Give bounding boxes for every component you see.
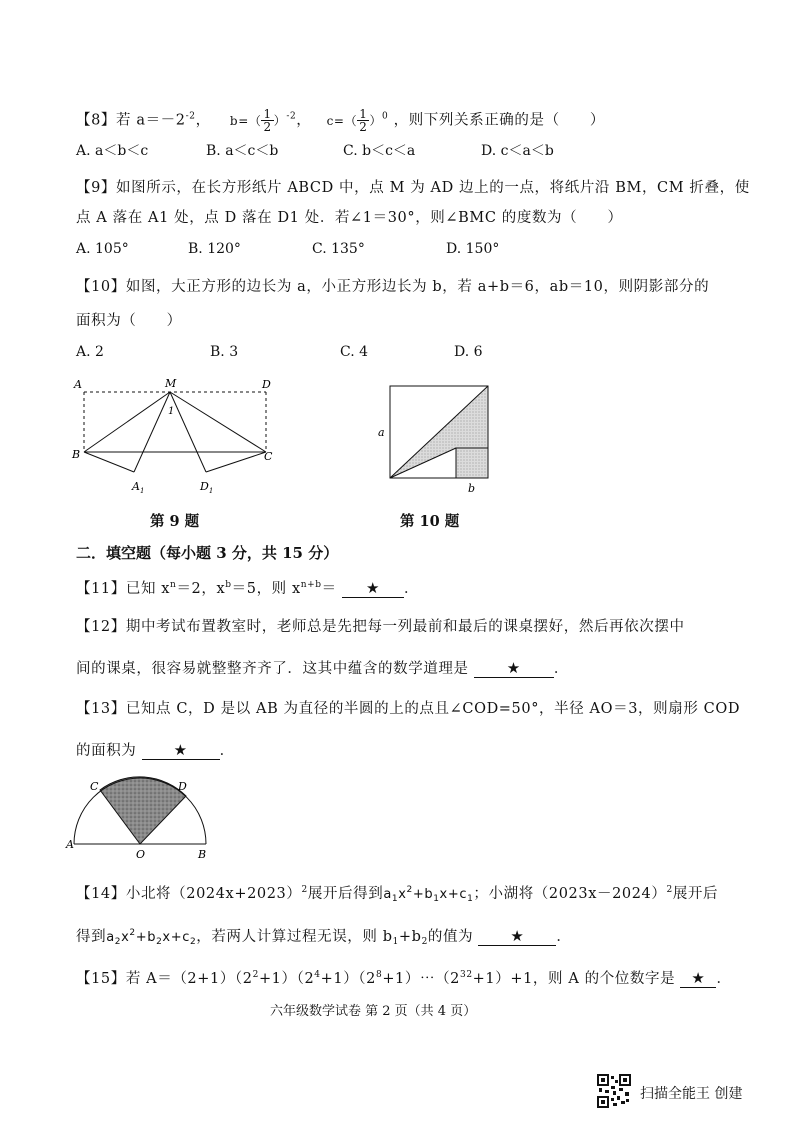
label-d1: $D_1$ — [200, 480, 214, 495]
label-side-a: a — [378, 426, 385, 439]
label-a: A — [66, 838, 74, 851]
label-b: B — [72, 448, 81, 461]
q9-option-a: A. 105° — [76, 241, 129, 257]
edge-ba1 — [84, 452, 134, 472]
expression-2: $a_2x^2+b_2x+c_2$ — [106, 928, 197, 947]
label-a1: $A_1$ — [132, 480, 145, 495]
figure-10 — [370, 378, 500, 500]
q8-option-b: B. a＜c＜b — [206, 143, 279, 159]
question-9-line-1: 【9】如图所示，在长方形纸片 ABCD 中，点 M 为 AD 边上的一点，将纸片沿 BM，CM 折叠，使 — [76, 180, 750, 196]
figure-13-semicircle — [62, 776, 218, 860]
label-d: D — [178, 780, 187, 793]
label-angle-1: 1 — [168, 406, 175, 417]
label-a: A — [74, 378, 82, 391]
edge-cd1 — [206, 452, 266, 472]
q10-option-b: B. 3 — [210, 344, 239, 360]
q10-option-c: C. 4 — [340, 344, 369, 360]
q8-option-a: A. a＜b＜c — [76, 143, 149, 159]
label-c: C — [264, 450, 273, 463]
q9-option-d: D. 150° — [446, 241, 500, 257]
label-o: O — [136, 848, 146, 860]
question-11: 【11】已知 $x^n=2$，$x^b=5$，则 $x^{n+b}=$ ★ ． — [76, 579, 420, 597]
question-14-line-1: 【14】小北将$(2024x+2023)^2$展开后得到$a_1x^2+b_1x+c_1$；小湖将$(2023x-2024)^2$展开后 — [76, 885, 719, 904]
label-d: D — [262, 378, 271, 391]
qr-code-icon — [597, 1074, 631, 1108]
q11-answer-blank[interactable]: ★ — [342, 580, 404, 598]
question-13-line-1: 【13】已知点 C，D 是以 AB 为直径的半圆的上的点且∠COD=50°，半径 AO＝3，则扇形 COD — [76, 701, 741, 717]
q12-answer-blank[interactable]: ★ — [474, 660, 554, 678]
label-b: B — [198, 848, 207, 860]
question-10-line-1: 【10】如图，大正方形的边长为 a，小正方形边长为 b，若 a+b＝6，ab＝10，则阴影部分的 — [76, 279, 710, 295]
q14-answer-blank[interactable]: ★ — [478, 928, 556, 946]
q8-option-c: C. b＜c＜a — [343, 143, 416, 159]
expression-1: $a_1x^2+b_1x+c_1$ — [383, 885, 474, 904]
q15-answer-blank[interactable]: ★ — [680, 970, 716, 988]
q9-option-c: C. 135° — [312, 241, 365, 257]
label-m: M — [165, 377, 177, 390]
label-side-b: b — [468, 482, 476, 495]
q10-option-a: A. 2 — [76, 344, 104, 360]
page-footer: 六年级数学试卷 第 2 页（共 4 页） — [270, 1004, 477, 1019]
scanner-brand: 扫描全能王 创建 — [640, 1086, 743, 1102]
section-2-title: 二．填空题（每小题 3 分，共 15 分） — [76, 544, 339, 562]
label-c: C — [90, 780, 99, 793]
question-8: 【8】若 $a=-2^{-2}$， b=（ $\frac{1}{2}$ ）$^{-2}$， c=（ $\frac{1}{2}$ ）$^0$ ，则下列关系正确的是（ ） — [76, 107, 605, 134]
fold-bm — [84, 392, 170, 452]
figure-9 — [68, 374, 290, 498]
question-12-line-1: 【12】期中考试布置教室时，老师总是先把每一列最前和最后的课桌摆好，然后再依次摆中 — [76, 619, 685, 635]
q9-option-b: B. 120° — [188, 241, 241, 257]
question-10-line-2: 面积为（ ） — [76, 313, 182, 329]
question-12-line-2: 间的课桌，很容易就整整齐齐了．这其中蕴含的数学道理是 ★ ． — [76, 659, 569, 677]
q10-option-d: D. 6 — [454, 344, 483, 360]
question-14-line-2: 得到$a_2x^2+b_2x+c_2$，若两人计算过程无误，则 $b_1+b_2$的值为 ★ ． — [76, 927, 572, 947]
q8-option-d: D. c＜a＜b — [481, 143, 554, 159]
question-15: 【15】若 $A=(2+1)(2^2+1)(2^4+1)(2^8+1)\cdots(2^{32}+1)+1$，则 A 的个位数字是 ★ ． — [76, 969, 732, 987]
q13-answer-blank[interactable]: ★ — [142, 742, 220, 760]
edge-md1 — [170, 392, 206, 472]
question-9-line-2: 点 A 落在 A1 处，点 D 落在 D1 处．若∠1＝30°，则∠BMC 的度数为（ ） — [76, 210, 623, 226]
figure-9-caption: 第 9 题 — [150, 513, 200, 530]
fold-cm — [170, 392, 266, 452]
question-13-line-2: 的面积为 ★ ． — [76, 741, 235, 759]
figure-10-caption: 第 10 题 — [400, 513, 460, 530]
